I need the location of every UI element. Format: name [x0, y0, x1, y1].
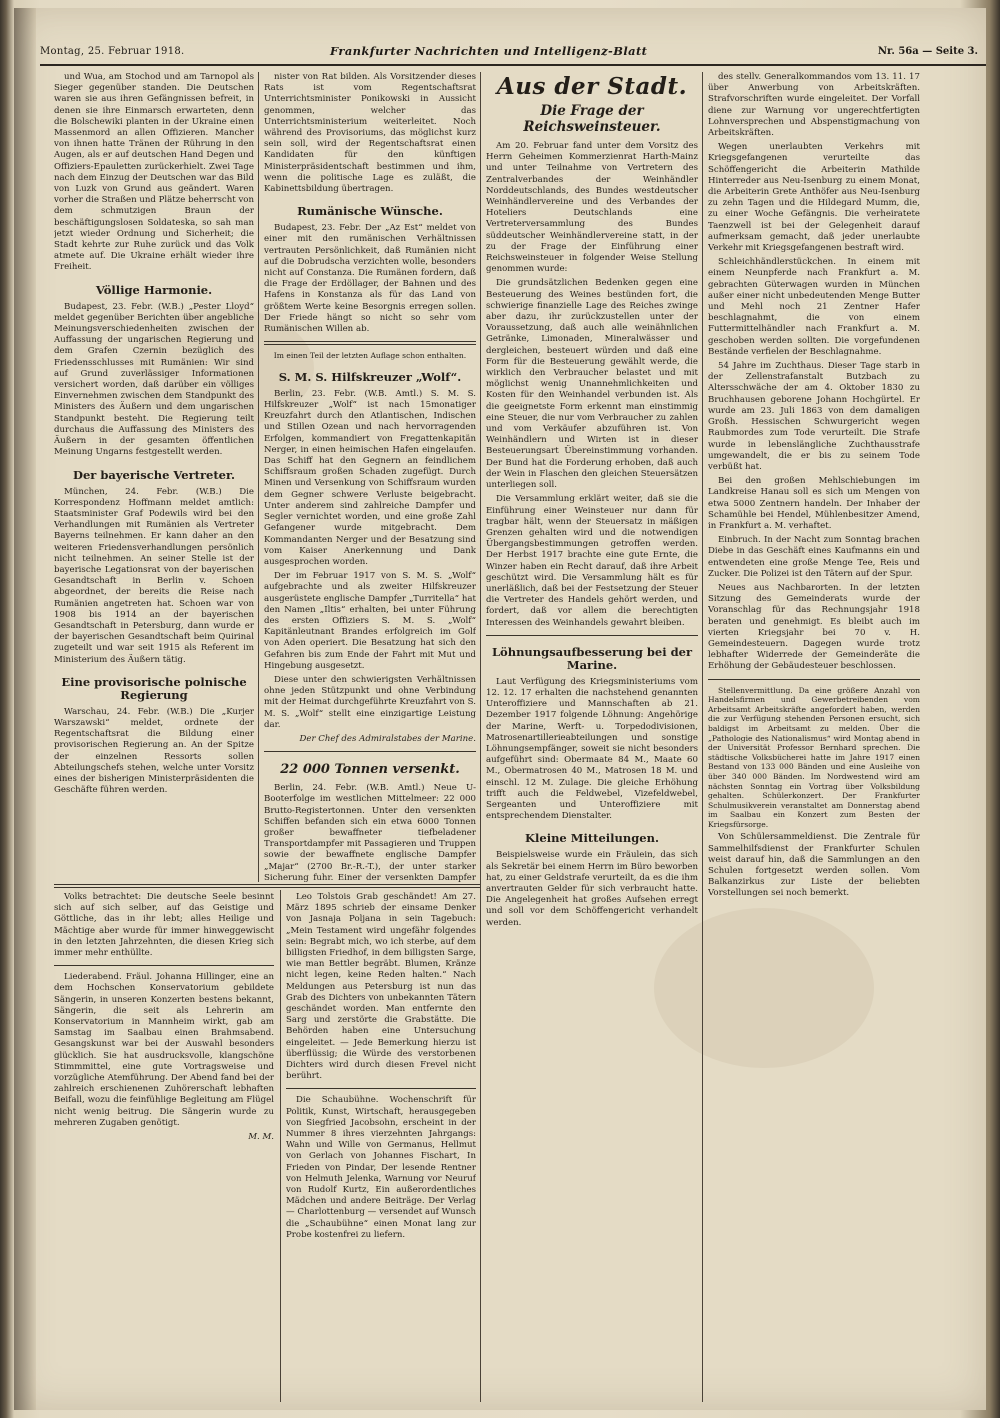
- article-text: des stellv. Generalkommandos vom 13. 11. 17 über Anwerbung von Arbeitskräften. Strafvorschriften wurde eingeleitet. Der Vorfall diene zur Warnung vor ungerechtfertigten Lohnversprechen und Abspenstigmachung von Arbeitskräften.: [708, 72, 920, 139]
- column-4: [708, 72, 920, 1402]
- headline-kleine: Kleine Mitteilungen.: [525, 831, 659, 846]
- article-text: Laut Verfügung des Kriegsministeriums vom 12. 12. 17 erhalten die nachstehend genannten Unteroffiziere und Mannschaften ab 21. Dezember 1917 folgende Löhnung: Angehörige der Marine, Werft- u. Torpedodivisionen, Matrosenartillerieabteilungen und sonstige Löhnungsempfänger, soweit sie nicht besonders aufgeführt sind: Obermaate 84 M., Maate 60 M., Obermatrosen 40 M., Matrosen 18 M. und einschl. 12 M. Zulage. Die gleiche Erhöhung trifft auch die Feldwebel, Vizefeldwebel, Sergeanten und Unteroffiziere mit entsprechendem Dienstalter.: [486, 676, 698, 822]
- article-text: Budapest, 23. Febr. (W.B.) „Pester Lloyd“ meldet gegenüber Berichten über angebliche Meinungsverschiedenheiten zwischen der Auffassung der ungarischen Regierung und dem Grafen Czernin bezüglich des Friedensschlusses mit Rumänien: Wir sind auf Grund zuverlässiger Informationen versichert worden, daß darüber ein völliges Einvernehmen zwischen dem Standpunkt des Ministers des Äußern und dem ungarischen Standpunkt besteht. Die Regierung teilt durchaus die Auffassung des Ministers des Äußern in der gesamten öffentlichen Meinung Ungarns festgestellt werden.: [54, 301, 254, 458]
- section-title: Aus der Stadt.: [496, 73, 688, 100]
- article-text: Berlin, 23. Febr. (W.B. Amtl.) S. M. S. Hilfskreuzer „Wolf“ ist nach 15monatiger Kreuzfahrt durch den Atlantischen, Indischen und Stillen Ozean und nach hervorragenden Erfolgen, kommandiert von Fregattenkapitän Nerger, in einen heimischen Hafen eingelaufen. Das Schiff hat den Gegnern an feindlichem Schiffsraum großen Schaden zugefügt. Durch Minen und Versenkung von Schiffsraum wurden dem Gegner schwere Verluste beigebracht. Unter anderem sind zahlreiche Dampfer und Segler vernichtet worden, und eine große Zahl Gefangener wurde mitgebracht. Dem Kommandanten Nerger und der Besatzung sind vom Kaiser Anerkennung und Dank ausgesprochen worden.: [264, 388, 476, 567]
- article-text: Von Schülersammeldienst. Die Zentrale für Sammelhilfsdienst der Frankfurter Schulen weist darauf hin, daß die Sammlungen an den Schulen fortgesetzt werden sollen. Vom Balkanzirkus zur Liste der beliebten Vorstellungen sei noch bemerkt.: [708, 832, 920, 899]
- article-text: Schleichhändlerstückchen. In einem mit einem Neunpferde nach Frankfurt a. M. gebrachten Güterwagen wurden in München außer einer nicht unbedeutenden Menge Butter und Mehl noch 21 Zentner Hafer beschlagnahmt, die von einem Futtermittelhändler nach Frankfurt a. M. geschoben werden sollten. Die vorgefundenen Bestände verfielen der Beschlagnahme.: [708, 257, 920, 357]
- divider: [264, 751, 476, 752]
- notices-text: Stellenvermittlung. Da eine größere Anzahl von Handelsfirmen und Gewerbetreibenden vom Arbeitsamt Arbeitskräfte angefordert haben, werden die zur Verfügung stehenden Personen ersucht, sich baldigst im Arbeitsamt zu melden. Über die „Pathologie des Nationalismus“ wird Montag abend in der Universität Professor Bernhard sprechen. Die städtische Volksbücherei hatte im Jahre 1917 einen Bestand von 133 000 Bänden und eine Ausleihe von über 340 000 Bänden. Im Nordwestend wird am nächsten Sonntag ein Vortrag über Volksbildung gehalten. Schülerkonzert. Der Frankfurter Schulmusikverein veranstaltet am Donnerstag abend im Saalbau ein Konzert zum Besten der Kriegsfürsorge.: [708, 685, 920, 829]
- signature: Der Chef des Admiralstabes der Marine.: [299, 733, 476, 744]
- article-text: Bei den großen Mehlschiebungen im Landkreise Hanau soll es sich um Mengen von etwa 5000 Zentnern handeln. Der Inhaber der Schamühle bei Hendel, Mühlenbesitzer Amend, in Frankfurt a. M. verhaftet.: [708, 476, 920, 531]
- headline-wolf: S. M. S. Hilfskreuzer „Wolf“.: [278, 369, 462, 384]
- article-text: Die grundsätzlichen Bedenken gegen eine Besteuerung des Weines bestünden fort, die schwierige finanzielle Lage des Reiches zwinge aber dazu, ihr zurückzustellen unter der Voraussetzung, daß auch alle weinähnlichen Getränke, Limonaden, Mineralwässer und dergleichen, besteuert würden und daß eine Form für die Besteuerung gewählt werde, die wirklich den Verbraucher belastet und mit möglichst wenig Unannehmlichkeiten und Kosten für den Weinhandel verbunden ist. Als die geeignetste Form erkennt man einstimmig eine Steuer, die nur vom Verbraucher zu zahlen und vom Verkäufer abzuführen ist. Von Weinhändlern und Wirten ist in dieser Besteuerungsart Übereinstimmung vorhanden. Der Bund hat die Forderung erhoben, daß auch der Wein in Flaschen den gleichen Steuersätzen unterliegen soll.: [486, 278, 698, 491]
- headline-bayer: Der bayerische Vertreter.: [73, 467, 235, 482]
- feuilleton-column-2: [286, 892, 476, 1402]
- article-text: Die Versammlung erklärt weiter, daß sie die Einführung einer Weinsteuer nur dann für tragbar hält, wenn der Steuersatz in mäßigen Grenzen gehalten wird und die notwendigen Übergangsbestimmungen getroffen werden. Der Herbst 1917 brachte eine gute Ernte, die Winzer haben ein Recht darauf, daß ihre Arbeit geschützt wird. Die Versammlung hält es für unerläßlich, daß bei der Festsetzung der Steuer die Vertreter des Handels gehört werden, und fordert, daß vor allem die berechtigten Interessen des Weinhandels gewahrt bleiben.: [486, 494, 698, 628]
- column-1: [54, 72, 254, 882]
- article-text: München, 24. Febr. (W.B.) Die Korrespondenz Hoffmann meldet amtlich: Staatsminister Graf Podewils wird bei den Verhandlungen mit Rumänien als Vertreter Bayerns teilnehmen. Er kann daher an den weiteren Friedensverhandlungen persönlich nicht teilnehmen. An seiner Stelle ist der bayerische Legationsrat von der bayerischen Gesandtschaft in Berlin v. Schoen abgeordnet, der bereits die Reise nach Rumänien angetreten hat. Schoen war von 1908 bis 1914 an der bayerischen Gesandtschaft in Petersburg, dann wurde er der bayerischen Gesandtschaft beim Quirinal zugeteilt und war seit 1915 als Referent im Ministerium des Äußern tätig.: [54, 486, 254, 665]
- article-text: Beispielsweise wurde ein Fräulein, das sich als Sekretär bei einem Herrn im Büro beworben hat, zu einer Geldstrafe verurteilt, da es die ihm anvertrauten Gelder für sich verbraucht hatte. Die Angelegenheit hat großes Aufsehen erregt und soll vor dem Schöffengericht verhandelt werden.: [486, 850, 698, 928]
- edition-note: Im einen Teil der letzten Auflage schon enthalten.: [273, 351, 467, 361]
- divider: [486, 635, 698, 636]
- column-rule: [480, 72, 481, 1402]
- divider: [708, 679, 920, 680]
- masthead-title: Frankfurter Nachrichten und Intelligenz-Blatt: [330, 44, 648, 58]
- headline-tonnen: 22 000 Tonnen versenkt.: [280, 762, 460, 778]
- section-subtitle: Die Frage der Reichsweinsteuer.: [523, 103, 661, 135]
- article-text: Liederabend. Fräul. Johanna Hillinger, eine an dem Hochschen Konservatorium gebildete Sängerin, in unseren Konzerten bestens bekannt, Sängerin, die seit als Lehrerin am Konservatorium in Mannheim wirkt, gab am Samstag im Saalbau einen Brahmsabend. Gesangskunst war bei der Auswahl besonders glücklich. Sie hat ausdrucksvolle, klangschöne Stimmmittel, eine gute Vortragsweise und vorzügliche Atemführung. Der Abend fand bei der zahlreich erschienenen Zuhörerschaft lebhaften Beifall, wozu die feinfühlige Begleitung am Flügel nicht wenig beitrug. Die Sängerin wurde zu mehreren Zugaben genötigt.: [54, 972, 274, 1128]
- article-text: Wegen unerlaubten Verkehrs mit Kriegsgefangenen verurteilte das Schöffengericht die Arbeiterin Mathilde Hinterreder aus Neu-Isenburg zu einem Monat, die Arbeiterin Grete Anthöfer aus Neu-Isenburg zu zehn Tagen und die Hildegard Mumm, die, zu einer Woche Gefängnis. Die verheiratete Taenzwell ist bei der Gelegenheit darauf aufmerksam gemacht, daß jeder unerlaubte Verkehr mit Kriegsgefangenen bestraft wird.: [708, 142, 920, 254]
- article-text: nister von Rat bilden. Als Vorsitzender dieses Rats ist vom Regentschaftsrat Unterrichtsminister Ponikowski in Aussicht genommen, welcher das Unterrichtsministerium weiterleitet. Noch während des Provisoriums, das möglichst kurz sein soll, wird der Regentschaftsrat einen Kandidaten für den künftigen Ministerpräsidentschaft bestimmen und ihm, wenn die politische Lage es zuläßt, die Kabinettsbildung übertragen.: [264, 72, 476, 195]
- article-text: Diese unter den schwierigsten Verhältnissen ohne jeden Stützpunkt und ohne Verbindung mit der Heimat durchgeführte Kreuzfahrt von S. M. S. „Wolf“ stellt eine einzigartige Leistung dar.: [264, 674, 476, 730]
- page-number: Nr. 56a — Seite 3.: [877, 46, 978, 57]
- article-text: Der im Februar 1917 von S. M. S. „Wolf“ aufgebrachte und als zweiter Hilfskreuzer ausgerüstete englische Dampfer „Turritella“ hat den Namen „Iltis“ erhalten, bei unter Führung des ersten Offiziers S. M. S. „Wolf“ Kapitänleutnant Brandes erfolgreich im Golf von Aden operiert. Die Besatzung hat sich den Gefahren bis zum Ende der Fahrt mit Mut und Hingebung ausgesetzt.: [264, 571, 476, 671]
- divider: [264, 341, 476, 345]
- column-rule: [258, 72, 259, 882]
- headline-loehnung: Löhnungsaufbesserung bei der Marine.: [491, 644, 693, 672]
- divider: [286, 1088, 476, 1089]
- section-divider: [54, 884, 480, 885]
- page-header: [40, 40, 986, 66]
- article-text: Die Schaubühne. Wochenschrift für Politik, Kunst, Wirtschaft, herausgegeben von Siegfried Jacobsohn, erscheint in der Nummer 8 ihres vierzehnten Jahrgangs: Wahn und Wille von Germanus, Hellmut von Gerlach von Johannes Fischart, In Frieden von Pindar, Der lesende Rentner von Helmuth Jelenka, Warnung vor Neuruf von Rudolf Kurtz, Ein außerordentliches Mädchen und andere Beiträge. Der Verlag — Charlottenburg — versendet auf Wunsch die „Schaubühne“ einen Monat lang zur Probe kostenfrei zu liefern.: [286, 1095, 476, 1240]
- article-text: Volks betrachtet: Die deutsche Seele besinnt sich auf sich selber, auf das Geistige und Göttliche, das in ihr lebt; alles Heilige und Mächtige aber wurde für immer hinweggewischt in den letzten Jahrzehnten, die diesen Krieg sich immer mehr enthüllte.: [54, 892, 274, 959]
- headline-polen: Eine provisorische polnische Regierung: [61, 674, 247, 702]
- article-text: Berlin, 24. Febr. (W.B. Amtl.) Neue U-Booterfolge im westlichen Mittelmeer: 22 000 Brutto-Registertonnen. Unter den versenkten Schiffen befanden sich ein etwa 6000 Tonnen großer bewaffneter tiefbeladener Transportdampfer mit Passagieren und Truppen sowie der bewaffnete englische Dampfer „Majar“ (2700 Br.-R.-T.), der unter starker Sicherung fuhr. Einer der versenkten Dampfer: [264, 783, 476, 882]
- column-3: [486, 72, 698, 1402]
- article-text: Neues aus Nachbarorten. In der letzten Sitzung des Gemeinderats wurde der Voranschlag für das Rechnungsjahr 1918 beraten und genehmigt. Es bleibt auch im vierten Kriegsjahr bei 70 v. H. Gemeindesteuern. Dagegen wurde trotz lebhafter Widerrede der Gemeinderäte die Erhöhung der Gebäudesteuer beschlossen.: [708, 582, 920, 672]
- article-text: Leo Tolstois Grab geschändet! Am 27. März 1895 schrieb der einsame Denker von Jasnaja Poljana in sein Tagebuch: „Mein Testament wird ungefähr folgendes sein: Begrabt mich, wo ich sterbe, auf dem billigsten Friedhof, in dem billigsten Sarge, wie man Bettler begräbt. Blumen, Kränze nicht legen, keine Reden halten.“ Nach Meldungen aus Petersburg ist nun das Grab des Dichters von unbekannten Tätern geschändet worden. Man entfernte den Sarg und zerstörte die Grabstätte. Die Behörden haben eine Untersuchung eingeleitet. — Jede Bemerkung hierzu ist überflüssig; die Würde des verstorbenen Dichters wird durch diesen Frevel nicht berührt.: [286, 892, 476, 1082]
- feuilleton-column-1: [54, 892, 274, 1402]
- article-text: Einbruch. In der Nacht zum Sonntag brachen Diebe in das Geschäft eines Kaufmanns ein und entwendeten eine große Menge Tee, Reis und Zucker. Die Polizei ist den Tätern auf der Spur.: [708, 535, 920, 579]
- section-divider: [54, 887, 480, 888]
- article-text: Am 20. Februar fand unter dem Vorsitz des Herrn Geheimen Kommerzienrat Harth-Mainz und unter Teilnahme von Vertretern des Zentralverbandes der Weinhändler Norddeutschlands, des Bundes westdeutscher Weinhändlervereine und des Verbandes der Hoteliers Deutschlands eine Vertreterversammlung des Bundes süddeutscher Weinhändlervereine statt, in der zu der Frage der Einführung einer Reichsweinsteuer in folgender Weise Stellung genommen wurde:: [486, 141, 698, 275]
- divider: [54, 965, 274, 966]
- headline-rumaenien: Rumänische Wünsche.: [297, 204, 443, 219]
- column-rule: [280, 890, 281, 1402]
- article-text: Budapest, 23. Febr. Der „Az Est“ meldet von einer mit den rumänischen Verhältnissen vertrauten Persönlichkeit, daß Rumänien nicht auf die Dobrudscha verzichten wolle, besonders nicht auf Constanza. Die Rumänen fordern, daß die Frage der Erdöllager, der Bahnen und des Hafens in Konstanza als für das Land von größtem Werte keine Besorgnis erregen sollen. Der Friede hängt so nicht so sehr vom Rumänischen Willen ab.: [264, 223, 476, 335]
- headline-harmonie: Völlige Harmonie.: [95, 282, 213, 297]
- article-text: 54 Jahre im Zuchthaus. Dieser Tage starb in der Zellenstrafanstalt Butzbach zu Altersschwäche der am 4. Oktober 1830 zu Bruchhausen geborene Johann Hochgürtel. Er wurde am 23. Juli 1863 von dem damaligen Großh. Hessischen Schwurgericht wegen Raubmordes zum Tode verurteilt. Die Strafe wurde in lebenslängliche Zuchthausstrafe umgewandelt, die er bis zu seinem Tode verbüßt hat.: [708, 361, 920, 472]
- binding-shadow: [14, 8, 36, 1410]
- header-date: Montag, 25. Februar 1918.: [40, 46, 185, 57]
- article-text: Warschau, 24. Febr. (W.B.) Die „Kurjer Warszawski“ meldet, ordnete der Regentschaftsrat die Bildung einer provisorischen Regierung an. An der Spitze der einzelnen Ressorts sollen Abteilungschefs stehen, welche unter Vorsitz eines der bisherigen Ministerpräsidenten die Geschäfte führen werden.: [54, 706, 254, 796]
- column-rule: [702, 72, 703, 1402]
- article-text: und Wua, am Stochod und am Tarnopol als Sieger gegenüber standen. Die Deutschen waren sie aus ihren Gefängnissen befreit, in denen sie ihre Einmarsch erwarteten, denn die Bolschewiki planten in der Ukraine einen Massenmord an allen Offizieren. Mancher von ihnen hatte Tränen der Rührung in den Augen, als er auf deutschen Hand Degen und Offiziers-Epauletten zurückerhielt. Zwei Tage nach dem Einzug der Deutschen war das Bild von Luzk von Grund aus geändert. Waren vorher die Straßen und Plätze beherrscht von dem schmutzigen Braun der beschäftigungslosen Soldateska, so sah man jetzt wieder Ordnung und Sicherheit; die Stadt kehrte zur Ruhe zurück und das Volk atmete auf. Die Ukraine erhält wieder ihre Freiheit.: [54, 72, 254, 273]
- signature: M. M.: [248, 1132, 274, 1143]
- column-2: [264, 72, 476, 882]
